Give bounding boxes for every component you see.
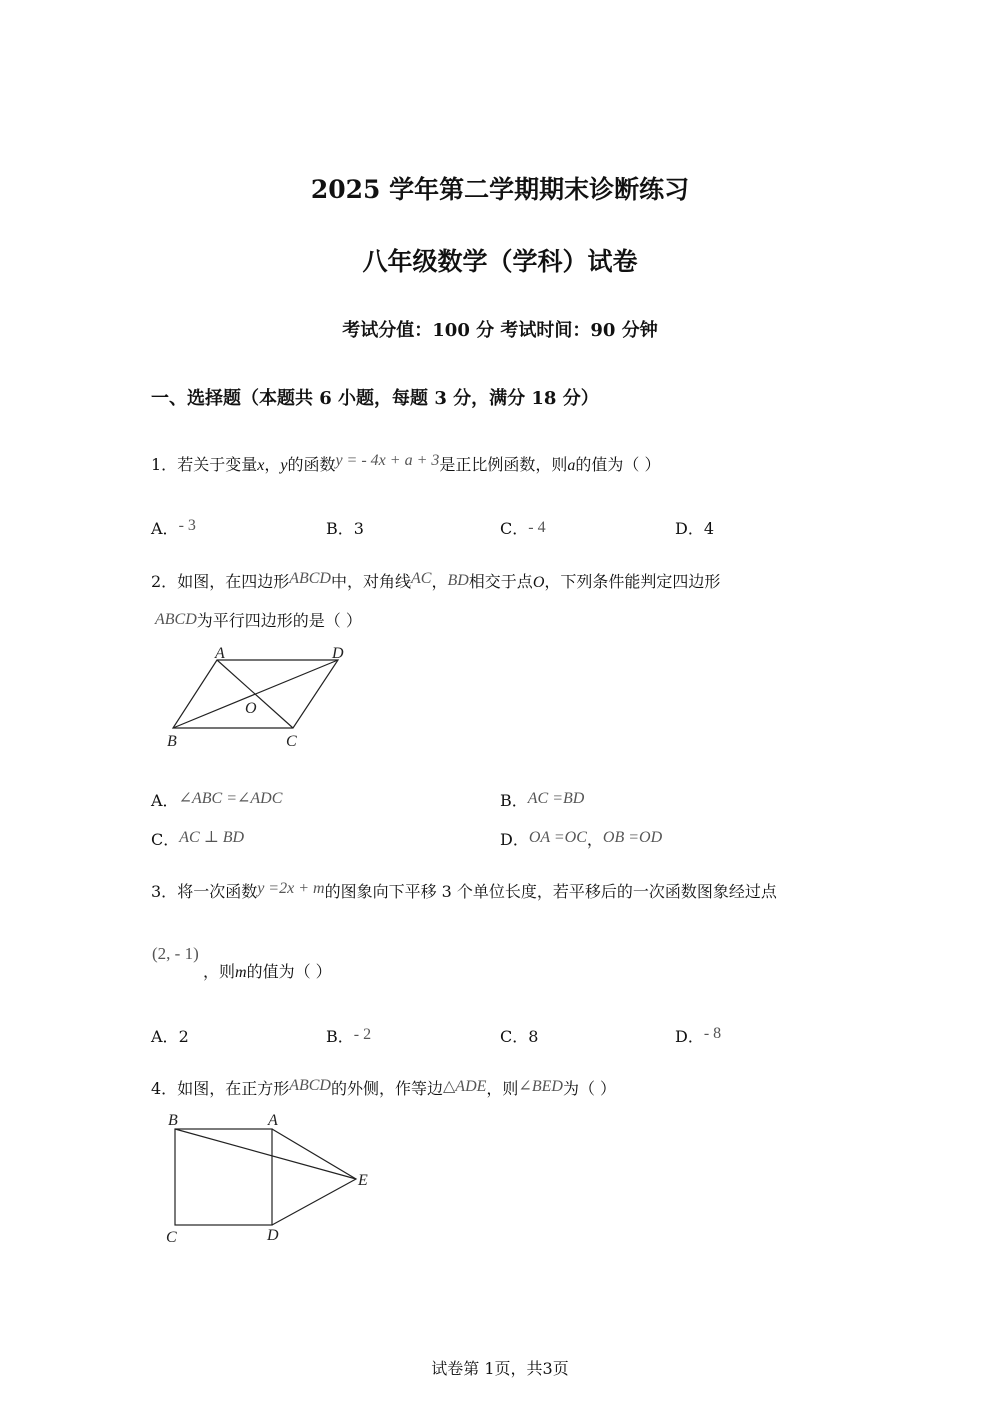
option-label: D． (675, 1027, 704, 1046)
vertex-label-d: D (267, 1227, 279, 1244)
option-value: 8 (528, 1027, 539, 1046)
option-value: - 4 (528, 519, 546, 536)
vertex-label-b: B (168, 1112, 178, 1129)
segment-be (175, 1129, 356, 1179)
option-value: 2 (178, 1027, 189, 1046)
question-text: 如图，在正方形 (177, 1079, 290, 1098)
question-text: 的图象向下平移 3 个单位长度，若平移后的一次函数图象经过点 (324, 882, 777, 901)
option-value: AC =BD (527, 790, 585, 807)
question-3 (151, 879, 777, 902)
question-text: 如图，在四边形 (177, 572, 290, 591)
point-coordinates (152, 944, 199, 964)
option-c[interactable] (151, 827, 244, 850)
vertex-label-a: A (268, 1112, 278, 1129)
separator: ， (586, 830, 603, 849)
vertex-label-c: C (166, 1229, 177, 1246)
point-label-o: O (245, 700, 257, 717)
option-value-extra: OB =OD (602, 829, 663, 846)
option-b[interactable] (326, 516, 364, 539)
question-text: 的函数 (287, 455, 336, 474)
vertex-label-e: E (358, 1172, 368, 1189)
question-text: 为平行四边形的是（ ） (196, 611, 362, 630)
question-text: 若关于变量 (177, 455, 258, 474)
question-number: 4． (151, 1079, 178, 1098)
question-text: 的值为（ ） (246, 962, 332, 981)
option-label: C． (500, 1027, 529, 1046)
option-label: A． (151, 1027, 179, 1046)
option-b[interactable] (326, 1024, 371, 1047)
var-m: m (235, 964, 247, 981)
vertex-label-c: C (286, 733, 297, 750)
option-label: A． (151, 519, 179, 538)
var-x: x (257, 457, 265, 474)
formula: y = - 4x + a + 3 (335, 452, 440, 469)
question-text: ，则 (486, 1079, 519, 1098)
question-text: 是正比例函数，则 (439, 455, 568, 474)
question-text: ，则 (203, 962, 236, 981)
question-text: 中，对角线 (330, 572, 411, 591)
question-number: 1． (151, 455, 178, 474)
math-triangle: △ADE (443, 1078, 487, 1095)
diagonal-bd (173, 660, 338, 728)
question-2 (151, 569, 720, 592)
triangle-edges (272, 1129, 356, 1225)
option-value: 3 (353, 519, 364, 538)
option-value: 4 (703, 519, 715, 538)
question-number: 2． (151, 572, 178, 591)
math-abcd: ABCD (289, 570, 331, 587)
option-a[interactable] (151, 788, 282, 811)
question-4 (151, 1076, 616, 1099)
option-value: ∠ABC =∠ADC (178, 790, 283, 807)
option-c[interactable] (500, 516, 546, 539)
option-label: B． (326, 1027, 354, 1046)
option-value: - 8 (703, 1025, 722, 1042)
question-text: 相交于点 (468, 572, 533, 591)
separator: ， (431, 572, 448, 591)
option-a[interactable] (151, 1024, 189, 1047)
option-label: C． (500, 519, 529, 538)
option-value: - 2 (353, 1026, 372, 1043)
question-2-cont (155, 608, 362, 631)
option-a[interactable] (151, 516, 196, 539)
var-y: y (280, 457, 288, 474)
point-value: (2, - 1) (152, 944, 199, 963)
formula: y =2x + m (257, 880, 325, 897)
vertex-label-b: B (167, 733, 177, 750)
option-label: D． (500, 830, 529, 849)
option-value: - 3 (178, 517, 196, 534)
math-abcd: ABCD (289, 1077, 331, 1094)
option-d[interactable] (675, 1024, 721, 1047)
vertex-label-a: A (215, 645, 225, 662)
math-o: O (532, 574, 545, 591)
question-text: 为（ ） (562, 1079, 617, 1098)
option-d[interactable] (500, 827, 662, 850)
option-label: C． (151, 830, 180, 849)
math-angle: ∠BED (518, 1078, 563, 1095)
math-abcd: ABCD (155, 611, 197, 628)
math-ac: AC (411, 570, 432, 587)
separator: ， (264, 455, 281, 474)
question-text: 的值为（ ） (575, 455, 661, 474)
question-text: ，下列条件能判定四边形 (544, 572, 721, 591)
option-d[interactable] (675, 516, 714, 539)
option-c[interactable] (500, 1024, 538, 1047)
option-label: A． (151, 791, 179, 810)
exam-info: 考试分值：100 分 考试时间：90 分钟 (342, 320, 658, 341)
var-a: a (567, 457, 576, 474)
question-text: 的外侧，作等边 (330, 1079, 443, 1098)
square-triangle-figure (160, 1106, 390, 1252)
question-1 (151, 452, 660, 475)
question-3-cont (203, 959, 332, 982)
option-label: D． (675, 519, 704, 538)
option-value: AC ⊥ BD (179, 829, 245, 846)
parallelogram-figure (160, 642, 360, 754)
option-value: OA =OC (528, 829, 587, 846)
option-label: B． (500, 791, 528, 810)
question-text: 将一次函数 (177, 882, 258, 901)
option-b[interactable] (500, 788, 584, 811)
square-shape (175, 1129, 272, 1225)
section-heading: 一、选择题（本题共 6 小题，每题 3 分，满分 18 分） (151, 388, 599, 409)
option-label: B． (326, 519, 354, 538)
exam-title: 2025 学年第二学期期末诊断练习 (310, 175, 690, 204)
page-footer: 试卷第 1页，共3页 (431, 1359, 569, 1378)
math-bd: BD (447, 572, 469, 589)
vertex-label-d: D (332, 645, 344, 662)
exam-subtitle: 八年级数学（学科）试卷 (362, 247, 638, 276)
question-number: 3． (151, 882, 178, 901)
